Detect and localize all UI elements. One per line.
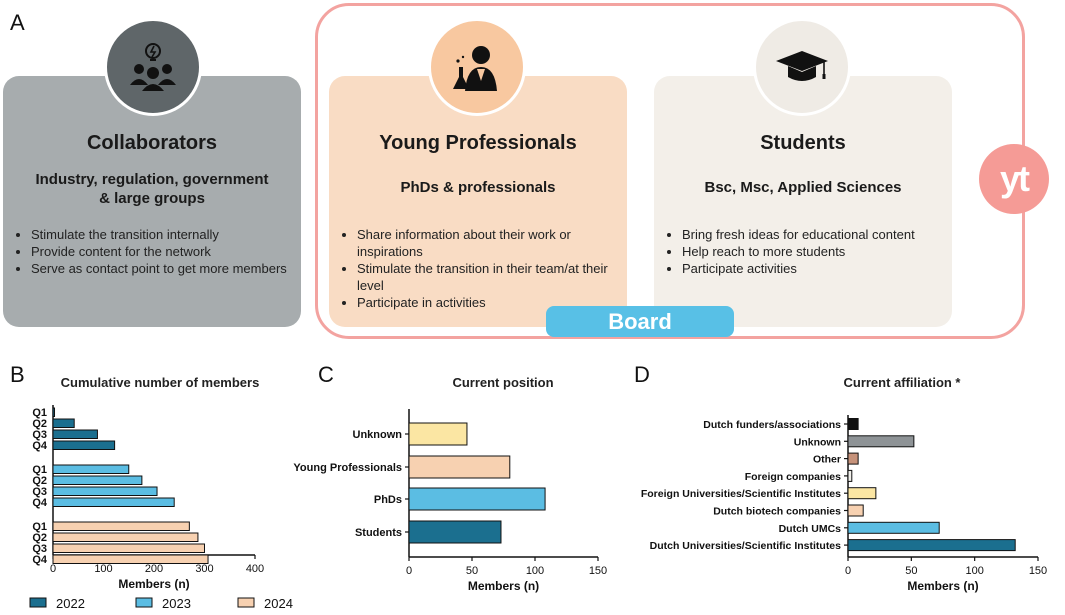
bar-2022-Q1	[53, 408, 55, 417]
x-tick-label: 0	[844, 565, 852, 577]
bar-2023-Q2	[53, 476, 142, 485]
chart-current-position	[293, 365, 625, 615]
young-professionals-bullets	[339, 226, 632, 311]
legend-label-2022: 2022	[56, 596, 85, 611]
y-tick-label: Unknown	[352, 429, 402, 441]
x-tick-label: 0	[405, 565, 413, 577]
x-tick-label: 50	[905, 565, 918, 577]
collaborators-subtitle-line1: Industry, regulation, government	[35, 171, 269, 188]
bar-2023-Q1	[53, 465, 129, 474]
chart-cumulative-members	[0, 365, 310, 615]
collaborators-subtitle-line2: & large groups	[99, 190, 205, 207]
chart-current-affiliation	[630, 365, 1065, 615]
young-professionals-subtitle: PhDs & professionals	[400, 179, 556, 196]
list-item: • Provide content for the network	[31, 243, 301, 260]
bar-2022-Q4	[53, 441, 115, 450]
bar-Students	[409, 521, 501, 543]
y-tick-label: Q3	[32, 429, 47, 441]
collaborators-title: Collaborators	[86, 132, 218, 154]
y-tick-label: Dutch biotech companies	[713, 505, 841, 518]
chart-title: Cumulative number of members	[60, 375, 260, 390]
chart-title: Current position	[452, 375, 554, 390]
collaborators-bullets	[13, 226, 301, 277]
panel-letter-b: B	[10, 362, 25, 387]
bar-PhDs	[409, 488, 545, 510]
scientist-icon	[428, 18, 526, 116]
x-tick-label: 50	[465, 565, 479, 577]
bar-Unknown	[848, 436, 914, 447]
students-title: Students	[760, 132, 846, 154]
panel-letter-a: A	[10, 10, 25, 35]
bar-Young Professionals	[409, 456, 510, 478]
x-tick-label: 400	[245, 563, 265, 575]
x-axis-title: Members (n)	[118, 577, 190, 591]
panel-letter-d: D	[634, 362, 650, 387]
y-tick-label: Q3	[32, 486, 47, 498]
y-tick-label: Q3	[32, 543, 47, 555]
list-item: • Participate in activities	[357, 294, 632, 311]
x-tick-label: 100	[94, 563, 113, 575]
bar-Dutch funders/associations	[848, 419, 858, 430]
y-tick-label: Q2	[32, 532, 47, 544]
y-tick-label: Q4	[32, 497, 47, 509]
list-item: • Serve as contact point to get more members	[31, 260, 301, 277]
x-tick-label: 100	[965, 565, 984, 577]
y-tick-label: Q1	[32, 407, 47, 419]
x-tick-label: 300	[195, 563, 214, 575]
chart-title: Current affiliation *	[843, 375, 961, 390]
list-item: • Stimulate the transition in their team/at their level	[357, 260, 632, 294]
list-item: • Bring fresh ideas for educational content	[682, 226, 952, 243]
x-tick-label: 150	[1028, 565, 1048, 577]
bar-Dutch UMCs	[848, 522, 939, 533]
list-item: • Share information about their work or inspirations	[357, 226, 632, 260]
panel-letter-c: C	[318, 362, 334, 387]
students-subtitle: Bsc, Msc, Applied Sciences	[704, 179, 902, 196]
bar-2022-Q2	[53, 419, 74, 428]
x-axis-title: Members (n)	[907, 579, 979, 593]
yt-logo: yt	[979, 144, 1049, 214]
y-tick-label: Young Professionals	[293, 462, 402, 474]
bar-2024-Q3	[53, 544, 205, 553]
x-tick-label: 200	[144, 563, 164, 575]
x-tick-label: 100	[525, 565, 545, 577]
bar-2023-Q3	[53, 487, 157, 496]
bar-2024-Q2	[53, 533, 198, 542]
legend-label-2023: 2023	[162, 596, 191, 611]
legend-swatch-2022	[30, 598, 46, 607]
bar-2024-Q1	[53, 522, 189, 531]
y-tick-label: Q2	[32, 475, 47, 487]
bar-2024-Q4	[53, 555, 208, 564]
list-item: • Participate activities	[682, 260, 952, 277]
y-tick-label: Q1	[32, 521, 47, 533]
legend-swatch-2024	[238, 598, 254, 607]
young-professionals-title: Young Professionals	[379, 132, 577, 154]
legend-label-2024: 2024	[264, 596, 293, 611]
bar-Dutch biotech companies	[848, 505, 863, 516]
y-tick-label: Dutch funders/associations	[703, 419, 841, 431]
y-tick-label: Unknown	[793, 436, 841, 449]
bar-Foreign Universities/Scientific Institutes	[848, 488, 876, 499]
bar-2023-Q4	[53, 498, 174, 507]
y-tick-label: Q4	[32, 554, 47, 566]
x-axis-title: Members (n)	[467, 579, 540, 593]
y-tick-label: Foreign companies	[744, 470, 841, 483]
group-idea-icon	[104, 18, 202, 116]
bar-Dutch Universities/Scientific Institutes	[848, 540, 1015, 551]
y-tick-label: PhDs	[373, 494, 402, 506]
legend-swatch-2023	[136, 598, 152, 607]
y-tick-label: Other	[812, 453, 841, 466]
y-tick-label: Dutch UMCs	[778, 522, 841, 535]
bar-Other	[848, 453, 858, 464]
graduation-cap-icon	[753, 18, 851, 116]
x-tick-label: 0	[49, 563, 57, 575]
students-bullets	[664, 226, 952, 277]
y-tick-label: Dutch Universities/Scientific Institutes	[649, 540, 841, 553]
x-tick-label: 150	[588, 565, 608, 577]
board-label: Board	[546, 306, 734, 337]
list-item: • Help reach to more students	[682, 243, 952, 260]
bar-Foreign companies	[848, 470, 852, 481]
list-item: • Stimulate the transition internally	[31, 226, 301, 243]
bar-Unknown	[409, 423, 467, 445]
y-tick-label: Q1	[32, 464, 47, 476]
y-tick-label: Q2	[32, 418, 47, 430]
y-tick-label: Q4	[32, 440, 47, 452]
y-tick-label: Students	[354, 527, 402, 539]
y-tick-label: Foreign Universities/Scientific Institutes	[640, 488, 841, 501]
bar-2022-Q3	[53, 430, 97, 439]
